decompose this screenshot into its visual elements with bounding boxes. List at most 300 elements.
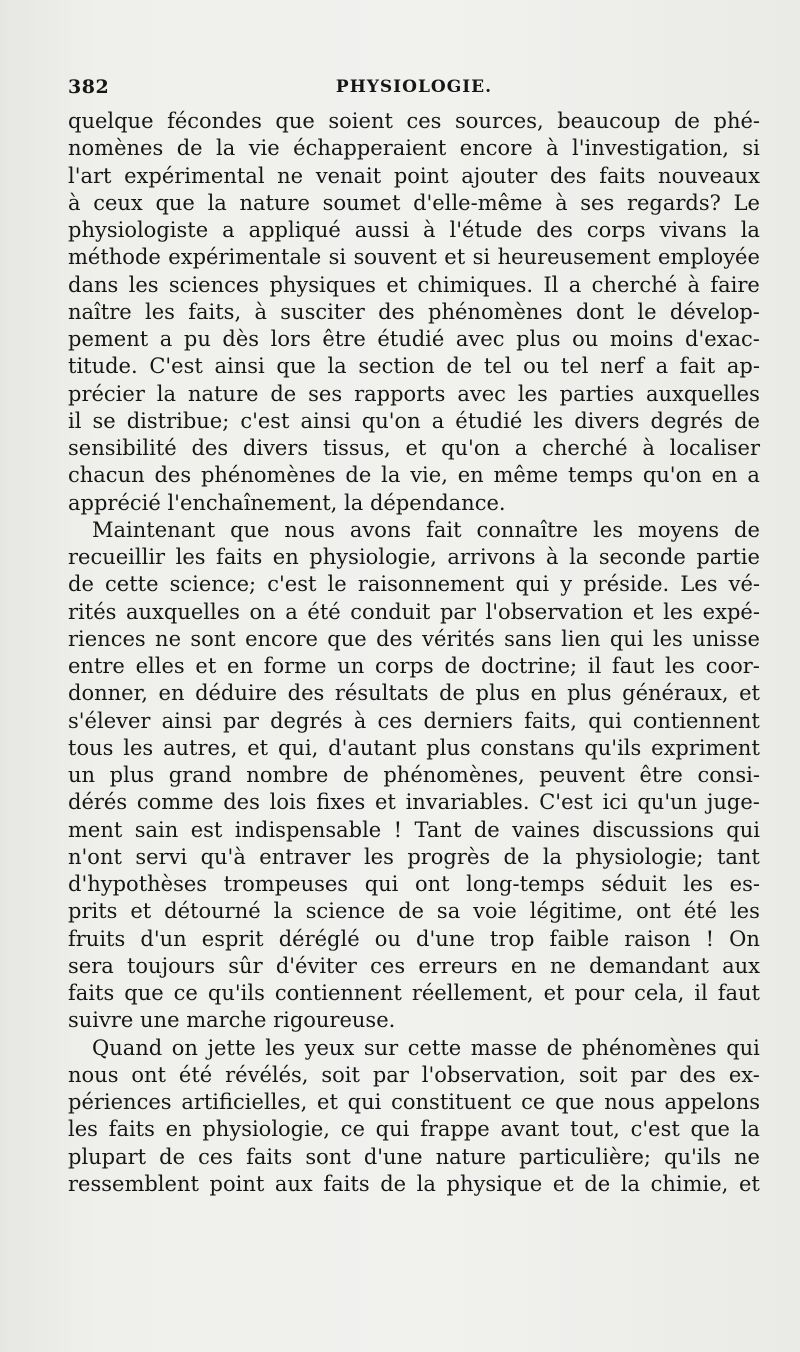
word: beaucoup	[557, 109, 661, 133]
word: vérités	[422, 626, 495, 651]
word: si	[328, 245, 347, 270]
word: science	[305, 899, 386, 924]
word: a	[514, 436, 528, 460]
word: dont	[575, 299, 625, 324]
word: périences	[68, 1090, 172, 1114]
word: riences	[68, 626, 146, 651]
word: ne	[277, 163, 304, 188]
word: pour	[574, 981, 625, 1005]
page-number: 382	[68, 76, 110, 98]
word: qui	[515, 572, 550, 597]
word: aussi	[354, 218, 410, 242]
word: point	[209, 1171, 265, 1196]
word: méthode	[68, 245, 161, 270]
word: plus	[516, 327, 561, 351]
word: Il	[543, 272, 559, 297]
word: sciences	[168, 272, 260, 297]
word: chimiques.	[417, 272, 534, 297]
word: été	[178, 1062, 213, 1087]
word: sans	[504, 626, 552, 651]
word: ne	[155, 626, 181, 651]
word: cette	[407, 1035, 462, 1060]
word: à	[254, 299, 267, 324]
word: légitime,	[529, 899, 624, 924]
word: les	[517, 381, 548, 406]
word: !	[393, 817, 403, 842]
text-line	[68, 926, 760, 953]
word: les	[652, 626, 683, 651]
text-line	[68, 898, 760, 925]
text-line	[68, 299, 760, 326]
word: dès	[222, 327, 260, 351]
word: venait	[315, 163, 382, 188]
word: sera	[68, 953, 114, 978]
word: qui	[375, 1117, 410, 1142]
word: on	[249, 599, 276, 624]
word: les	[663, 599, 694, 624]
word: fruits	[68, 926, 126, 951]
word: si	[742, 136, 760, 161]
word: s'élever	[68, 708, 151, 733]
word: en	[227, 654, 253, 678]
word: nature	[435, 1144, 507, 1169]
word: à	[353, 708, 367, 733]
word: Le	[733, 190, 760, 215]
word: réellement,	[411, 981, 534, 1005]
word: que	[327, 626, 367, 651]
word: cherché	[591, 272, 678, 297]
word: les	[533, 408, 564, 433]
word: toujours	[126, 953, 216, 978]
word: esprit	[201, 926, 264, 951]
word: d'une	[363, 1144, 423, 1169]
word: et	[444, 245, 466, 270]
word: la	[216, 136, 236, 161]
word: résultats	[334, 681, 429, 706]
word: les	[128, 272, 159, 297]
word: quelque	[68, 109, 154, 133]
word: cela,	[634, 981, 685, 1005]
word: avec	[455, 327, 505, 351]
word: d'autant	[328, 735, 417, 760]
word: est	[190, 817, 223, 842]
word: qu'un	[637, 790, 698, 815]
text-line	[68, 708, 760, 735]
word: et	[130, 899, 152, 924]
word: de	[176, 136, 203, 161]
word: frappe	[420, 1117, 490, 1142]
word: peuvent	[539, 763, 625, 787]
word: ici	[602, 790, 628, 815]
word: susciter	[280, 299, 365, 324]
word: ses	[308, 381, 343, 406]
word: Tant	[414, 817, 462, 842]
word: l'observation	[485, 599, 624, 624]
word: la	[569, 545, 589, 569]
word: nous	[68, 1062, 119, 1087]
text-line	[68, 190, 760, 217]
word: phénomènes	[200, 463, 336, 488]
word: les	[665, 654, 695, 678]
word: naître	[68, 299, 132, 324]
word: sont	[190, 626, 236, 651]
text-line	[68, 953, 760, 980]
word: on	[171, 1035, 198, 1060]
word: invariables.	[405, 790, 530, 815]
word: a	[747, 463, 760, 488]
word: soit	[578, 1062, 618, 1087]
word: comme	[136, 790, 214, 815]
word: lois	[269, 790, 307, 815]
word: l'investigation,	[572, 136, 729, 161]
word: c'est	[240, 408, 290, 433]
word: expriment	[651, 735, 760, 760]
word: auxquelles	[645, 381, 760, 406]
word: l'enchaînement,	[167, 490, 345, 515]
word: qui	[347, 1090, 382, 1114]
word: un	[337, 654, 365, 678]
text-line	[68, 490, 760, 517]
word: cherché	[542, 436, 628, 460]
word: servi	[135, 844, 188, 869]
word: les	[144, 299, 175, 324]
word: que	[124, 981, 164, 1005]
word: si	[472, 245, 491, 270]
word: que	[276, 354, 316, 379]
word: en	[457, 463, 484, 488]
word: lors	[270, 327, 311, 351]
word: y	[560, 572, 573, 597]
word: et	[317, 1090, 338, 1114]
word: ment	[68, 817, 123, 842]
word: des	[549, 163, 587, 188]
word: détourné	[164, 899, 261, 924]
word: même	[493, 463, 559, 488]
word: faits,	[524, 708, 577, 733]
word: et	[247, 735, 269, 760]
word: de	[584, 1171, 611, 1196]
word: des	[154, 463, 192, 488]
word: la	[156, 381, 177, 406]
word: le	[327, 572, 347, 597]
word: en	[272, 545, 299, 569]
word: faits	[323, 1171, 370, 1196]
word: d'un	[140, 926, 187, 951]
word: nature	[187, 381, 259, 406]
word: souvent	[353, 245, 437, 270]
word: degrés	[650, 408, 724, 433]
word: phénomènes	[582, 1035, 717, 1060]
word: coor-	[705, 654, 760, 678]
word: ressemblent	[68, 1171, 199, 1196]
word: de	[446, 354, 473, 379]
text-line	[68, 1035, 760, 1062]
word: qui,	[277, 735, 319, 760]
word: faits	[599, 163, 646, 188]
word: ceux	[93, 190, 143, 215]
word: entraver	[259, 844, 351, 869]
word: ne	[549, 953, 576, 978]
word: et	[739, 681, 760, 706]
word: à	[642, 436, 655, 460]
word: de	[342, 763, 369, 787]
word: avec	[457, 381, 506, 406]
word: à	[546, 136, 559, 161]
word: ont	[636, 899, 671, 924]
word: c'est	[267, 572, 317, 597]
word: tel	[483, 354, 512, 379]
word: rapports	[354, 381, 446, 406]
word: moyens	[637, 517, 720, 542]
text-line	[68, 653, 760, 680]
word: nous	[284, 517, 335, 542]
word: et	[405, 436, 427, 460]
word: dérés	[68, 790, 128, 815]
word: l'étude	[449, 218, 523, 242]
text-line	[68, 1089, 760, 1116]
word: faits	[68, 981, 115, 1005]
word: qu'ils	[207, 981, 265, 1005]
word: arrivons	[447, 545, 536, 569]
word: point	[393, 163, 449, 188]
word: la	[327, 354, 347, 379]
word: divers	[242, 436, 309, 460]
text-line	[68, 381, 760, 408]
word: moins	[609, 327, 674, 351]
word: vie	[248, 136, 280, 161]
word: plupart	[68, 1144, 147, 1169]
word: partie	[696, 545, 760, 569]
word: a	[222, 218, 235, 242]
word: physiologiste	[68, 218, 209, 242]
word: corps	[586, 218, 646, 242]
word: faut	[717, 981, 760, 1005]
word: à	[68, 190, 81, 215]
word: demandant	[589, 953, 709, 978]
word: encore	[245, 626, 318, 651]
word: regards?	[626, 190, 721, 215]
word: appelons	[664, 1090, 760, 1114]
word: les	[729, 899, 760, 924]
word: tissus,	[322, 436, 391, 460]
word: ses	[580, 190, 615, 215]
word: en	[530, 681, 557, 706]
word: progrès	[407, 844, 491, 869]
word: la	[344, 490, 370, 515]
word: aux	[274, 1171, 313, 1196]
word: et	[195, 654, 217, 678]
word: particulière;	[519, 1144, 651, 1169]
word: qui	[364, 872, 399, 896]
word: faits	[216, 545, 263, 569]
word: ce	[521, 1090, 546, 1114]
word: a	[285, 599, 298, 624]
word: appliqué	[248, 218, 341, 242]
word: fait	[679, 354, 716, 379]
text-line	[68, 1116, 760, 1143]
word: en	[711, 463, 738, 488]
word: à	[423, 218, 436, 242]
word: dans	[68, 272, 119, 297]
word: des	[223, 790, 260, 815]
word: contiennent	[274, 981, 402, 1005]
word: Quand	[92, 1035, 163, 1060]
word: physiques	[269, 272, 376, 297]
word: d'elle-même	[413, 190, 543, 215]
word: nerf	[600, 354, 644, 379]
word: employée	[658, 245, 760, 270]
word: séduit	[601, 872, 667, 896]
word: tant	[716, 844, 760, 869]
word: déduire	[195, 681, 278, 706]
word: déréglé	[278, 926, 360, 951]
word: et	[386, 272, 408, 297]
word: se	[92, 408, 116, 433]
text-line	[68, 871, 760, 898]
word: autres,	[163, 735, 238, 760]
word: échapperaient	[293, 136, 447, 161]
word: nombre	[246, 763, 329, 787]
word: il	[587, 654, 602, 678]
word: et	[552, 1171, 574, 1196]
word: constans	[480, 735, 575, 760]
word: d'exac-	[685, 327, 760, 351]
word: cette	[105, 572, 159, 597]
word: vaines	[512, 817, 580, 842]
word: de	[734, 408, 760, 433]
word: que	[155, 190, 195, 215]
word: seconde	[598, 545, 686, 569]
word: que	[690, 1117, 730, 1142]
word: l'observation,	[421, 1062, 566, 1087]
word: à	[546, 545, 559, 569]
word: sain	[134, 817, 179, 842]
word: raisonnement	[357, 572, 505, 597]
word: unisse	[692, 626, 760, 651]
word: révélés,	[225, 1062, 309, 1087]
word: a	[568, 272, 582, 297]
word: à	[555, 190, 568, 215]
word: en	[510, 953, 537, 978]
word: pement	[68, 327, 149, 351]
word: chimie,	[650, 1171, 729, 1196]
word: les	[363, 844, 394, 869]
word: étudié	[455, 408, 523, 433]
word: encore	[459, 136, 533, 161]
word: constituent	[391, 1090, 512, 1114]
word: avant	[500, 1117, 560, 1142]
word: et	[374, 790, 396, 815]
word: qui	[726, 817, 760, 842]
word: jette	[207, 1035, 256, 1060]
word: de	[398, 899, 424, 924]
word: faits	[246, 1144, 293, 1169]
word: tous	[68, 735, 114, 760]
word: la	[207, 190, 227, 215]
text-line	[68, 435, 760, 462]
word: expé-	[702, 599, 760, 624]
word: ces	[370, 953, 406, 978]
word: il	[694, 981, 708, 1005]
word: par	[439, 599, 476, 624]
word: a	[159, 327, 173, 351]
word: apprécié	[68, 490, 168, 515]
word: heureusement	[497, 245, 651, 270]
word: masse	[470, 1035, 538, 1060]
word: C'est	[539, 790, 593, 815]
word: d'une	[416, 926, 475, 951]
word: forme	[263, 654, 327, 678]
text-line	[68, 980, 760, 1007]
text-line	[68, 680, 760, 707]
word: consi-	[697, 763, 760, 787]
word: en	[158, 681, 185, 706]
word: de	[159, 1144, 186, 1169]
word: Les	[680, 572, 718, 597]
word: physiologie,	[202, 1117, 330, 1142]
word: de	[674, 109, 700, 133]
word: la	[542, 844, 563, 869]
word: ou	[523, 354, 550, 379]
word: et	[738, 1171, 760, 1196]
word: dévelop-	[669, 299, 760, 324]
word: nouveaux	[658, 163, 760, 188]
word: la	[620, 1171, 641, 1196]
word: titude.	[68, 354, 138, 379]
word: être	[639, 763, 683, 787]
word: n'ont	[68, 844, 122, 869]
word: c'est	[630, 1117, 680, 1142]
word: long-temps	[466, 872, 585, 896]
word: qu'ils	[584, 735, 642, 760]
word: qu'on	[441, 436, 501, 460]
word: erreurs	[418, 953, 498, 978]
word: distribue;	[126, 408, 230, 433]
word: sa	[436, 899, 461, 924]
word: physiologie;	[575, 844, 704, 869]
word: trop	[489, 926, 535, 951]
word: marche	[186, 1008, 274, 1033]
word: en	[165, 1117, 192, 1142]
word: tout,	[570, 1117, 620, 1142]
word: raison	[624, 926, 691, 951]
word: !	[705, 926, 715, 951]
word: faits	[108, 1117, 155, 1142]
word: être	[322, 327, 366, 351]
text-line	[68, 244, 760, 271]
word: discussions	[592, 817, 714, 842]
word: qu'on	[361, 408, 421, 433]
word: ex-	[728, 1062, 760, 1087]
word: des	[376, 626, 413, 651]
word: sensibilité	[68, 436, 177, 460]
word: de	[473, 817, 500, 842]
word: plus	[109, 763, 155, 787]
word: une	[140, 1008, 187, 1033]
word: vie,	[410, 463, 448, 488]
word: par	[372, 1062, 409, 1087]
word: aux	[722, 953, 760, 978]
word: nature	[239, 190, 310, 215]
word: précier	[68, 381, 145, 406]
word: des	[378, 299, 415, 324]
word: parties	[559, 381, 635, 406]
word: yeux	[304, 1035, 355, 1060]
word: les	[175, 545, 206, 569]
word: C'est	[149, 354, 203, 379]
word: le	[637, 299, 657, 324]
word: les	[593, 517, 623, 542]
